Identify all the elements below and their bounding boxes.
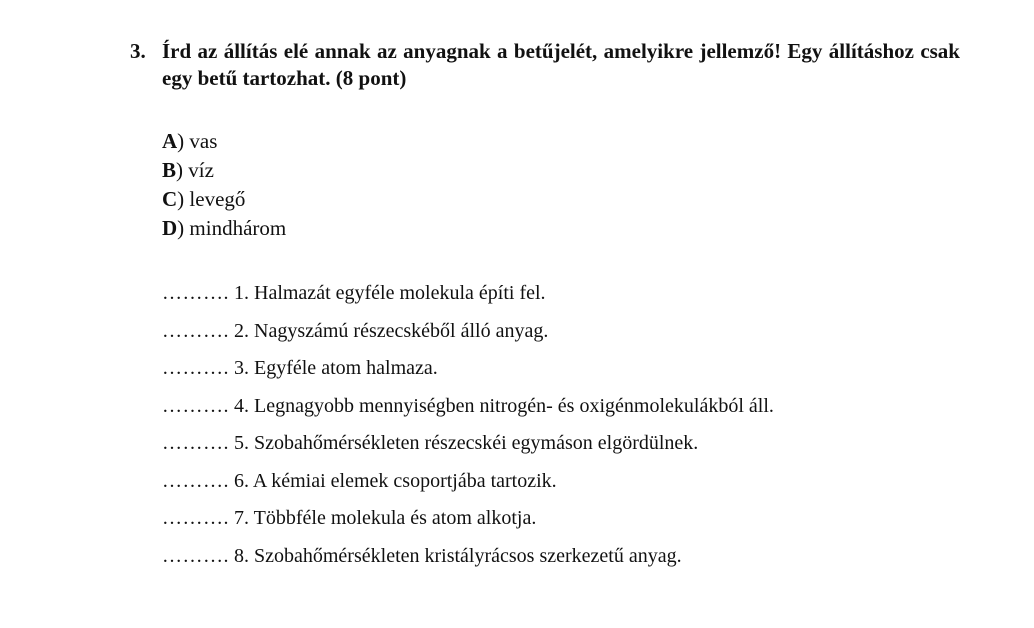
statement-text: 4. Legnagyobb mennyiségben nitrogén- és oxigénmolekulákból áll. (234, 394, 774, 417)
option-paren: ) (177, 216, 185, 240)
statement-7 (162, 506, 774, 544)
statement-3 (162, 356, 774, 394)
statement-text: 3. Egyféle atom halmaza. (234, 357, 438, 379)
option-paren: ) (177, 129, 185, 153)
option-letter: C (162, 187, 178, 211)
answer-blank[interactable]: ………. (162, 544, 229, 567)
statement-text: 8. Szobahőmérsékleten kristályrácsos szerkezetű anyag. (234, 544, 682, 567)
option-paren: ) (176, 158, 184, 182)
statement-list (162, 281, 774, 581)
statement-text: 6. A kémiai elemek csoportjába tartozik. (234, 469, 557, 492)
option-letter: A (162, 129, 178, 153)
question-text: Írd az állítás elé annak az anyagnak a betűjelét, amelyikre jellemző! Egy állításhoz csak egy betű tartozhat. (8 pont) (162, 39, 960, 90)
answer-blank[interactable]: ………. (162, 357, 229, 379)
answer-blank[interactable]: ………. (162, 432, 229, 454)
statement-8 (162, 544, 774, 582)
option-label: mindhárom (189, 216, 287, 240)
answer-options (162, 127, 286, 243)
option-c (162, 185, 286, 214)
statement-text: 7. Többféle molekula és atom alkotja. (234, 507, 537, 529)
option-a (162, 127, 286, 156)
option-letter: D (162, 216, 178, 240)
answer-blank[interactable]: ………. (162, 469, 229, 492)
question-number: 3. (130, 39, 146, 63)
option-label: vas (189, 129, 218, 153)
statement-text: 2. Nagyszámú részecskéből álló anyag. (234, 319, 549, 342)
option-d (162, 214, 286, 243)
statement-6 (162, 469, 774, 507)
option-label: víz (188, 158, 214, 182)
answer-blank[interactable]: ………. (162, 282, 229, 304)
answer-blank[interactable]: ………. (162, 507, 229, 529)
statement-text: 5. Szobahőmérsékleten részecskéi egymáson elgördülnek. (234, 432, 699, 454)
question-heading (130, 38, 960, 92)
answer-blank[interactable]: ………. (162, 319, 229, 342)
answer-blank[interactable]: ………. (162, 394, 229, 417)
option-paren: ) (177, 187, 185, 211)
option-b (162, 156, 286, 185)
option-label: levegő (189, 187, 246, 211)
statement-5 (162, 431, 774, 469)
option-letter: B (162, 158, 177, 182)
statement-4 (162, 394, 774, 432)
statement-text: 1. Halmazát egyféle molekula építi fel. (234, 282, 546, 304)
statement-1 (162, 281, 774, 319)
statement-2 (162, 319, 774, 357)
